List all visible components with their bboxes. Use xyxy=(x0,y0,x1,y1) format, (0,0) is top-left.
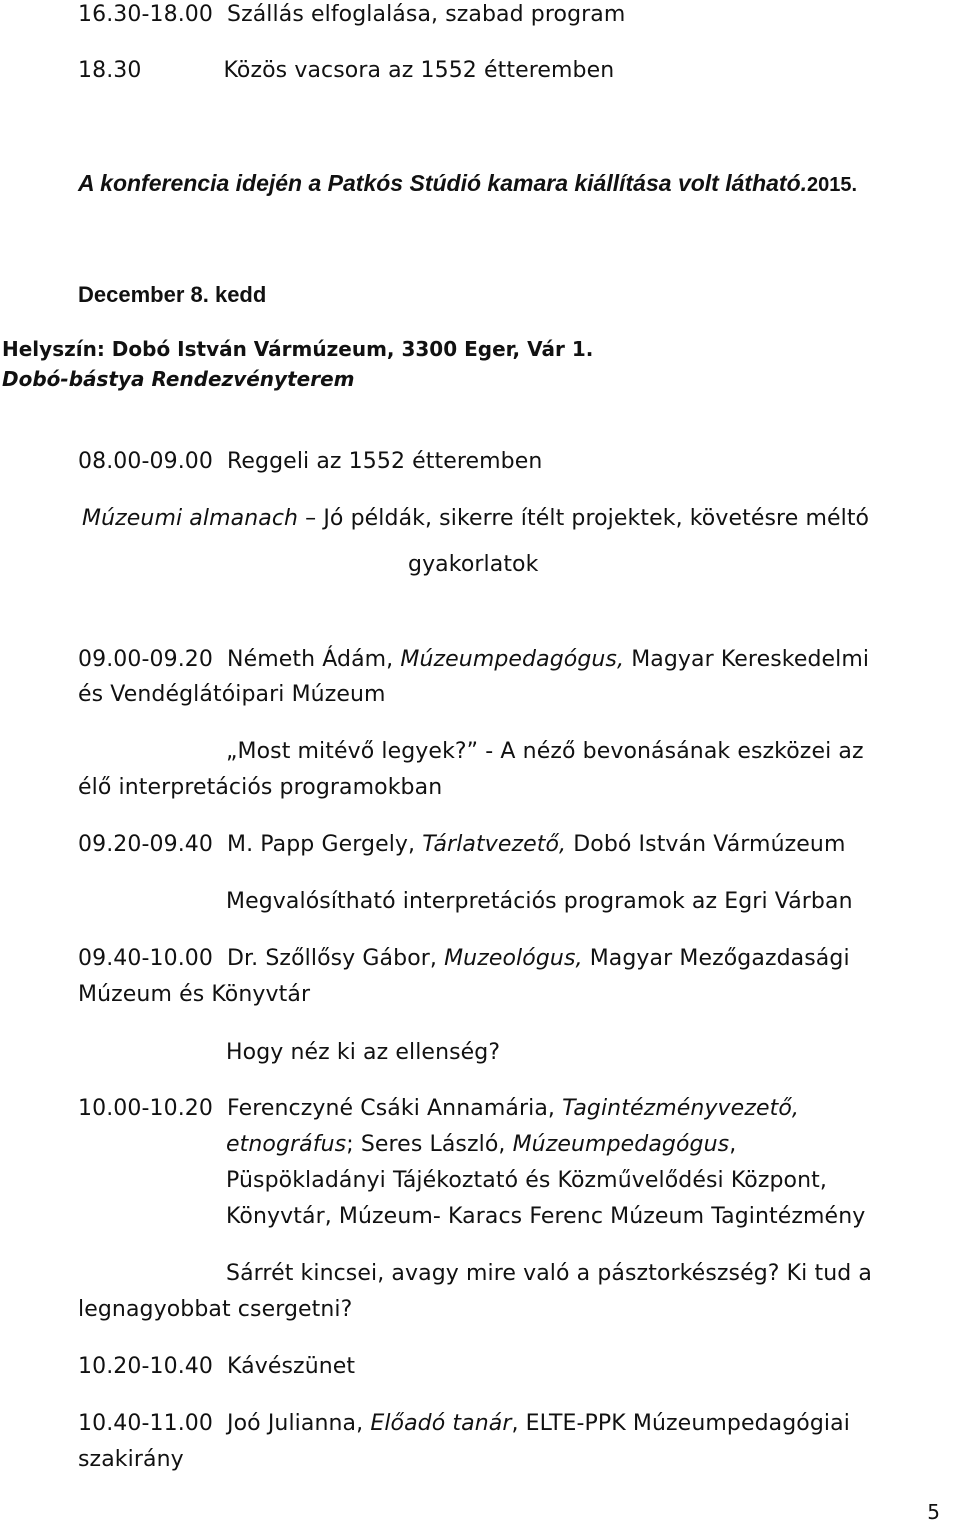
comma: , xyxy=(729,1132,737,1157)
speaker-role: Tagintézményvezető, xyxy=(562,1096,799,1121)
speaker-role: Tárlatvezető, xyxy=(422,832,567,857)
talk-title: „Most mitévő legyek?” - A néző bevonásának eszközei az xyxy=(226,739,864,764)
schedule-row xyxy=(78,447,542,477)
talk-title: Hogy néz ki az ellenség? xyxy=(226,1040,501,1065)
speaker-name: M. Papp Gergely, xyxy=(227,832,416,857)
talk-title: Sárrét kincsei, avagy mire való a pásztorkészség? Ki tud a xyxy=(226,1261,873,1286)
event-text: Közös vacsora az 1552 étteremben xyxy=(223,58,615,83)
speaker-org: Püspökladányi Tájékoztató és Közművelődési Központ, xyxy=(226,1168,827,1193)
speaker-org: Magyar Kereskedelmi xyxy=(631,647,870,672)
schedule-row xyxy=(78,944,850,974)
location-room: Dobó-bástya Rendezvényterem xyxy=(2,367,355,391)
section-title-italic: Múzeumi almanach xyxy=(82,506,299,531)
time-slot: 10.40-11.00 xyxy=(78,1411,214,1436)
speaker-role: Előadó tanár xyxy=(370,1411,512,1436)
speaker-org-cont: Könyvtár, Múzeum- Karacs Ferenc Múzeum Tagintézmény xyxy=(226,1204,866,1229)
speaker-name: Németh Ádám, xyxy=(227,647,394,672)
speaker-org: , ELTE-PPK Múzeumpedagógiai xyxy=(511,1411,850,1436)
speaker-name: Ferenczyné Csáki Annamária, xyxy=(227,1096,555,1121)
speaker-org: Dobó István Vármúzeum xyxy=(573,832,846,857)
location-line: Helyszín: Dobó István Vármúzeum, 3300 Eger, Vár 1. xyxy=(2,337,594,361)
speaker-org: Magyar Mezőgazdasági xyxy=(589,946,850,971)
speaker-org-cont: szakirány xyxy=(78,1447,184,1472)
speaker-role: Muzeológus, xyxy=(444,946,583,971)
speaker-role: Múzeumpedagógus xyxy=(512,1132,730,1157)
speaker-name: ; Seres László, xyxy=(346,1132,506,1157)
speaker-details xyxy=(226,1130,736,1160)
exhibit-text: A konferencia idején a Patkós Stúdió kamara kiállítása volt látható. xyxy=(78,170,808,196)
speaker-org-cont: és Vendéglátóipari Múzeum xyxy=(78,682,386,707)
section-title-rest: – Jó példák, sikerre ítélt projektek, követésre méltó xyxy=(298,506,870,531)
schedule-row xyxy=(78,0,625,30)
schedule-row xyxy=(78,830,845,860)
time-slot: 18.30 xyxy=(78,58,142,83)
event-text: Reggeli az 1552 étteremben xyxy=(227,449,543,474)
schedule-row xyxy=(78,1094,799,1124)
time-slot: 16.30-18.00 xyxy=(78,2,214,27)
speaker-role: etnográfus xyxy=(226,1132,347,1157)
talk-title-cont: élő interpretációs programokban xyxy=(78,775,443,800)
speaker-name: Dr. Szőllősy Gábor, xyxy=(227,946,437,971)
time-slot: 10.00-10.20 xyxy=(78,1096,214,1121)
time-slot: 08.00-09.00 xyxy=(78,449,214,474)
day-heading: December 8. kedd xyxy=(78,282,267,307)
talk-title-cont: legnagyobbat csergetni? xyxy=(78,1297,353,1322)
speaker-role: Múzeumpedagógus, xyxy=(400,647,625,672)
time-slot: 09.20-09.40 xyxy=(78,832,214,857)
event-text: Kávészünet xyxy=(227,1354,356,1379)
time-slot: 10.20-10.40 xyxy=(78,1354,214,1379)
schedule-row xyxy=(78,1352,355,1382)
section-title-cont: gyakorlatok xyxy=(408,552,539,577)
time-slot: 09.00-09.20 xyxy=(78,647,214,672)
speaker-name: Joó Julianna, xyxy=(227,1411,364,1436)
schedule-row xyxy=(78,1409,850,1439)
exhibit-note xyxy=(78,168,857,200)
section-title xyxy=(82,504,869,534)
speaker-org-cont: Múzeum és Könyvtár xyxy=(78,982,311,1007)
exhibit-year: 2015. xyxy=(807,174,858,196)
schedule-row xyxy=(78,645,869,675)
talk-title: Megvalósítható interpretációs programok az Egri Várban xyxy=(226,889,853,914)
event-text: Szállás elfoglalása, szabad program xyxy=(227,2,626,27)
time-slot: 09.40-10.00 xyxy=(78,946,214,971)
schedule-row xyxy=(78,56,614,86)
page-number: 5 xyxy=(927,1500,940,1524)
